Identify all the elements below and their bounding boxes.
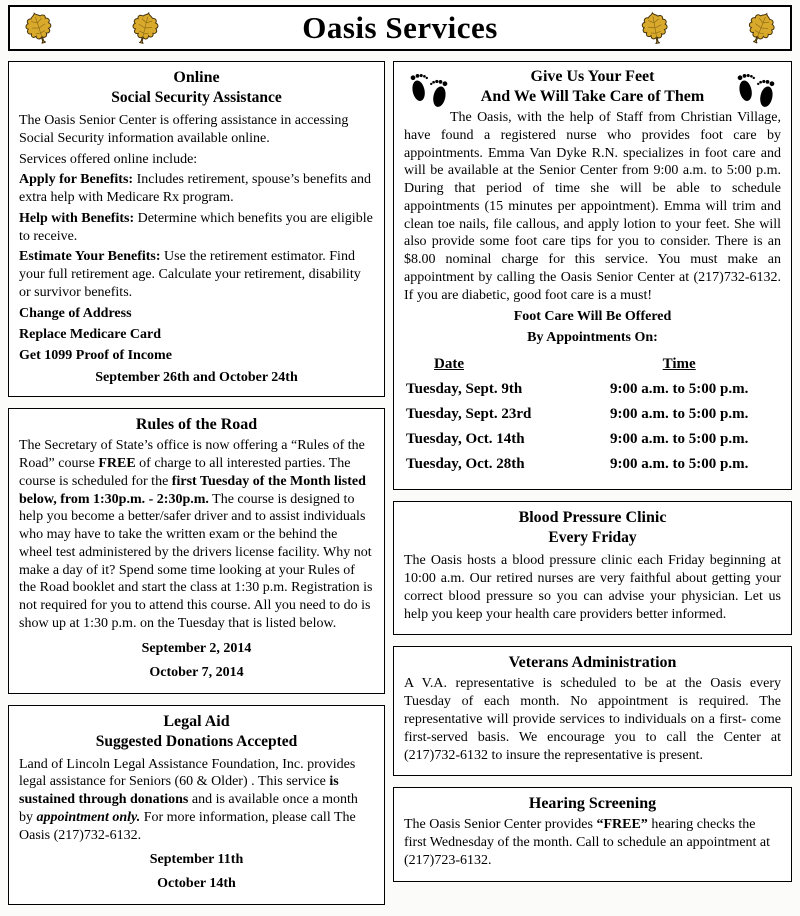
section-social-security — [8, 61, 385, 397]
legal-donations-highlight: is sustained through donations — [19, 774, 339, 808]
page-header — [8, 5, 792, 51]
section-title-rules: Rules of the Road — [135, 416, 258, 434]
service-get-1099: Get 1099 Proof of Income — [19, 348, 172, 364]
section-title-blood-pressure: Blood Pressure Clinic — [518, 509, 667, 527]
foot-care-offered-line1: Foot Care Will Be Offered — [513, 309, 672, 325]
footprints-icon — [733, 68, 779, 112]
service-replace-medicare-card: Replace Medicare Card — [19, 326, 162, 342]
rules-date-1: September 2, 2014 — [141, 640, 252, 656]
legal-date-1: September 11th — [149, 852, 244, 868]
foot-care-offered-line2: By Appointments On: — [527, 330, 658, 346]
schedule-time-header-cell — [577, 356, 781, 373]
legal-text-3: For more information, please call The Oasis (217)732-6132. — [19, 809, 356, 843]
schedule-row — [404, 431, 781, 448]
legal-date-2: October 14th — [157, 876, 236, 892]
benefit-help-text: Determine which benefits you are eligible to receive. — [19, 210, 373, 244]
veterans-body: A V.A. representative is scheduled to be at the Oasis every Tuesday of each month. No appointment is required. The representative will provide services to individuals on a first- come first-served basis. We encourage you to call the Center at (217)732-6132 to insure the representative is present. — [404, 676, 781, 763]
schedule-date: Tuesday, Oct. 28th — [406, 456, 525, 473]
foot-care-header — [404, 68, 781, 106]
section-title-legal-aid: Legal Aid — [163, 712, 230, 730]
schedule-time-header: Time — [662, 356, 696, 373]
legal-text-2: and is available once a month by — [19, 792, 358, 825]
schedule-date-header: Date — [434, 356, 464, 373]
leaf-decoration-left — [22, 11, 162, 45]
section-legal-aid — [8, 705, 385, 906]
foot-care-schedule — [404, 356, 781, 473]
oak-leaf-icon — [18, 7, 61, 50]
left-column — [8, 61, 385, 916]
legal-text-1: Land of Lincoln Legal Assistance Foundation, Inc. provides legal assistance for Seniors (60 & Older) . This service — [19, 756, 356, 790]
schedule-time: 9:00 a.m. to 5:00 p.m. — [610, 406, 749, 423]
schedule-time: 9:00 a.m. to 5:00 p.m. — [610, 431, 749, 448]
schedule-row — [404, 456, 781, 473]
section-title-hearing: Hearing Screening — [528, 795, 657, 813]
benefit-apply — [19, 171, 374, 207]
footprints-icon — [406, 68, 452, 112]
hearing-text-2: hearing checks the first Wednesday of the month. Call to schedule an appointment at (217)723-6132. — [404, 817, 771, 868]
legal-body — [19, 756, 374, 845]
page-title: Oasis Services — [302, 10, 498, 45]
benefit-help — [19, 210, 374, 246]
section-subtitle-social-security: Social Security Assistance — [111, 89, 282, 106]
schedule-date: Tuesday, Sept. 9th — [406, 381, 523, 398]
benefit-apply-label: Apply for Benefits: — [19, 172, 134, 188]
hearing-free-highlight: “FREE” — [596, 817, 648, 833]
section-veterans-administration — [393, 646, 792, 776]
schedule-time: 9:00 a.m. to 5:00 p.m. — [610, 456, 749, 473]
rules-date-2: October 7, 2014 — [149, 664, 244, 680]
foot-care-title-line2: And We Will Take Care of Them — [480, 88, 705, 105]
content-columns — [8, 61, 792, 916]
legal-appointment-highlight: appointment only. — [36, 809, 141, 825]
section-hearing-screening — [393, 787, 792, 881]
section-title-veterans: Veterans Administration — [508, 654, 677, 672]
oak-leaf-icon — [635, 8, 674, 47]
benefit-apply-text: Includes retirement, spouse’s benefits and extra help with Medicare Rx program. — [19, 172, 372, 206]
rules-free-highlight: FREE — [98, 455, 136, 471]
rules-body — [19, 437, 374, 632]
right-column — [393, 61, 792, 893]
service-change-of-address: Change of Address — [19, 305, 132, 321]
section-subtitle-every-friday: Every Friday — [548, 529, 637, 547]
schedule-time: 9:00 a.m. to 5:00 p.m. — [610, 381, 749, 398]
hearing-text-1: The Oasis Senior Center provides — [404, 817, 597, 833]
benefit-estimate — [19, 248, 374, 301]
leaf-decoration-right — [638, 11, 778, 45]
social-security-dates: September 26th and October 24th — [95, 370, 298, 386]
section-rules-of-the-road — [8, 408, 385, 693]
schedule-row — [404, 381, 781, 398]
rules-schedule-highlight: first Tuesday of the Month listed below, from 1:30p.m. - 2:30p.m. — [19, 473, 366, 507]
oak-leaf-icon — [739, 6, 783, 50]
services-label: Services offered online include: — [19, 151, 198, 167]
section-blood-pressure — [393, 501, 792, 635]
schedule-date: Tuesday, Oct. 14th — [406, 431, 525, 448]
rules-text-2: of charge to all interested parties. The course is scheduled for the — [19, 455, 351, 489]
rules-text-3: The course is designed to help you become a better/safer driver and to assist individuals who may have to take the written exam or the behind the wheel test administered by the drivers license facility. Why not make a day of it? Spend some time looking at your Rules of the Road booklet and start the class at 1:30 p.m. Registration is not required for you to attend this course. All you need to do is show up at 1:30 p.m. on the Tuesday that is listed below. — [19, 491, 373, 631]
blood-pressure-body: The Oasis hosts a blood pressure clinic each Friday beginning at 10:00 a.m. Our retired nurses are very faithful about getting your correct blood pressure so you can advise your physician. Let us help you keep your health care providers better informed. — [404, 553, 781, 622]
benefit-help-label: Help with Benefits: — [19, 210, 135, 226]
section-subtitle-donations: Suggested Donations Accepted — [95, 732, 298, 750]
section-foot-care — [393, 61, 792, 490]
schedule-row — [404, 406, 781, 423]
benefit-estimate-text: Use the retirement estimator. Find your full retirement age. Calculate your retirement, disability or survivor benefits. — [19, 249, 361, 300]
foot-care-title-line1: Give Us Your Feet — [530, 68, 655, 85]
hearing-body — [404, 816, 781, 869]
rules-text-1: The Secretary of State’s office is now offering a “Rules of the Road” course — [19, 438, 365, 471]
schedule-header-row — [404, 356, 781, 373]
schedule-date: Tuesday, Sept. 23rd — [406, 406, 532, 423]
oak-leaf-icon — [124, 7, 165, 48]
section-title-online: Online — [173, 69, 220, 86]
schedule-date-header-cell — [404, 356, 577, 373]
foot-care-body: The Oasis, with the help of Staff from Christian Village, have found a registered nurse who provides foot care by appointments. Emma Van Dyke R.N. specializes in foot care and will be available at the Senior Center from 9:00 a.m. to 5:00 p.m. During that period of time she will be able to schedule appointments (15 minutes per appointment). Emma will trim and clean toe nails, file callous, and apply lotion to your feet. She will also provide some foot care tips for you to consider. There is an $8.00 nominal charge for this service. You must make an appointment by calling the Oasis Senior Center at (217)732-6132. If you are diabetic, good foot care is a must! — [404, 110, 781, 303]
benefit-estimate-label: Estimate Your Benefits: — [19, 249, 161, 265]
intro-paragraph: The Oasis Senior Center is offering assistance in accessing Social Security information available online. — [19, 113, 349, 146]
